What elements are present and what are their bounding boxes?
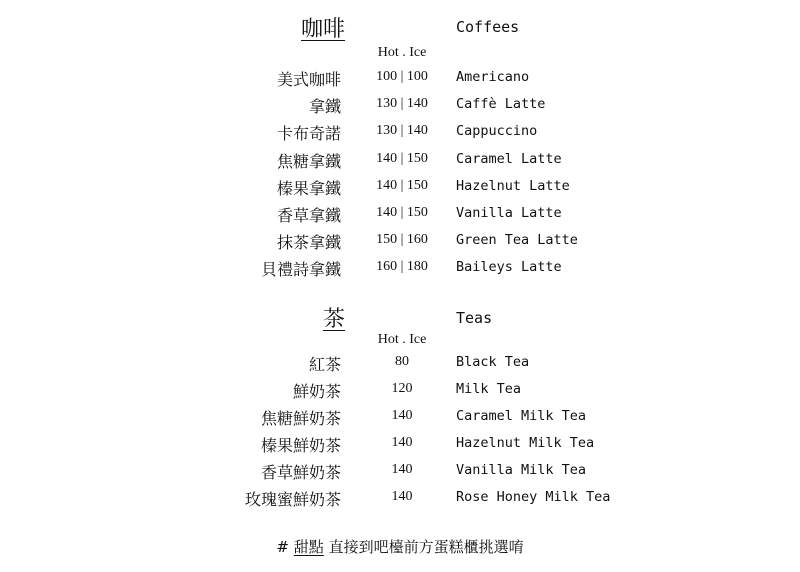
footer-hash: # bbox=[276, 538, 289, 556]
coffee-item-name-en: Green Tea Latte bbox=[456, 232, 578, 249]
tea-item-price: 120 bbox=[391, 381, 413, 396]
tea-item-name-en: Hazelnut Milk Tea bbox=[456, 435, 595, 451]
tea-item-name-en: Caramel Milk Tea bbox=[456, 408, 587, 424]
coffee-item-price: 140 | 150 bbox=[376, 177, 428, 193]
tea-price-header: Hot . Ice bbox=[377, 332, 427, 347]
coffee-item-name-zh: 抹茶拿鐵 bbox=[276, 233, 341, 253]
tea-item-name-zh: 香草鮮奶茶 bbox=[260, 463, 341, 482]
coffee-item-name-zh: 美式咖啡 bbox=[276, 70, 341, 89]
coffee-item-name-zh: 焦糖拿鐵 bbox=[276, 151, 341, 171]
tea-item-name-en: Milk Tea bbox=[456, 381, 522, 397]
coffee-item-name-en: Americano bbox=[456, 69, 530, 85]
coffee-item-price: 130 | 140 bbox=[376, 96, 428, 112]
coffee-item-price: 100 | 100 bbox=[376, 69, 428, 84]
tea-item-name-zh: 鮮奶茶 bbox=[292, 382, 341, 401]
tea-item-price: 140 bbox=[391, 408, 413, 423]
coffee-item-name-en: Cappuccino bbox=[456, 123, 538, 140]
tea-item-name-en: Vanilla Milk Tea bbox=[456, 462, 587, 478]
tea-item-name-zh: 榛果鮮奶茶 bbox=[260, 436, 341, 455]
footer-dessert: 甜點 bbox=[293, 538, 324, 556]
coffee-item-name-zh: 香草拿鐵 bbox=[276, 206, 341, 225]
tea-item-name-en: Rose Honey Milk Tea bbox=[456, 489, 611, 505]
tea-item-price: 140 bbox=[391, 489, 413, 504]
tea-item-name-zh: 焦糖鮮奶茶 bbox=[260, 409, 341, 428]
coffee-item-name-zh: 卡布奇諾 bbox=[276, 124, 341, 144]
coffee-title-en: Coffees bbox=[456, 18, 520, 36]
tea-title-zh: 茶 bbox=[322, 307, 345, 332]
coffee-item-name-en: Caramel Latte bbox=[456, 150, 562, 167]
tea-item-price: 140 bbox=[391, 462, 413, 477]
coffee-title-zh: 咖啡 bbox=[300, 17, 345, 42]
coffee-price-header: Hot . Ice bbox=[377, 45, 427, 60]
dessert-note bbox=[0, 536, 800, 557]
coffee-item-name-zh: 榛果拿鐵 bbox=[276, 178, 341, 198]
tea-item-name-en: Black Tea bbox=[456, 354, 530, 370]
footer-note: 直接到吧檯前方蛋糕櫃挑選唷 bbox=[328, 538, 524, 556]
tea-item-price: 140 bbox=[391, 435, 413, 450]
coffee-item-name-en: Vanilla Latte bbox=[456, 205, 562, 221]
coffee-item-name-zh: 拿鐵 bbox=[308, 97, 341, 117]
coffee-item-price: 150 | 160 bbox=[376, 232, 428, 248]
coffee-item-name-en: Caffè Latte bbox=[456, 96, 546, 113]
tea-title-en: Teas bbox=[456, 309, 493, 327]
coffee-item-name-zh: 貝禮詩拿鐵 bbox=[260, 260, 341, 280]
tea-item-name-zh: 紅茶 bbox=[308, 355, 341, 374]
coffee-item-price: 130 | 140 bbox=[376, 123, 428, 139]
coffee-item-price: 160 | 180 bbox=[376, 259, 428, 275]
coffee-item-price: 140 | 150 bbox=[376, 205, 428, 220]
tea-item-price: 80 bbox=[395, 354, 409, 369]
tea-item-name-zh: 玫瑰蜜鮮奶茶 bbox=[244, 490, 341, 509]
coffee-item-name-en: Baileys Latte bbox=[456, 259, 562, 276]
coffee-item-price: 140 | 150 bbox=[376, 150, 428, 166]
coffee-item-name-en: Hazelnut Latte bbox=[456, 177, 570, 194]
